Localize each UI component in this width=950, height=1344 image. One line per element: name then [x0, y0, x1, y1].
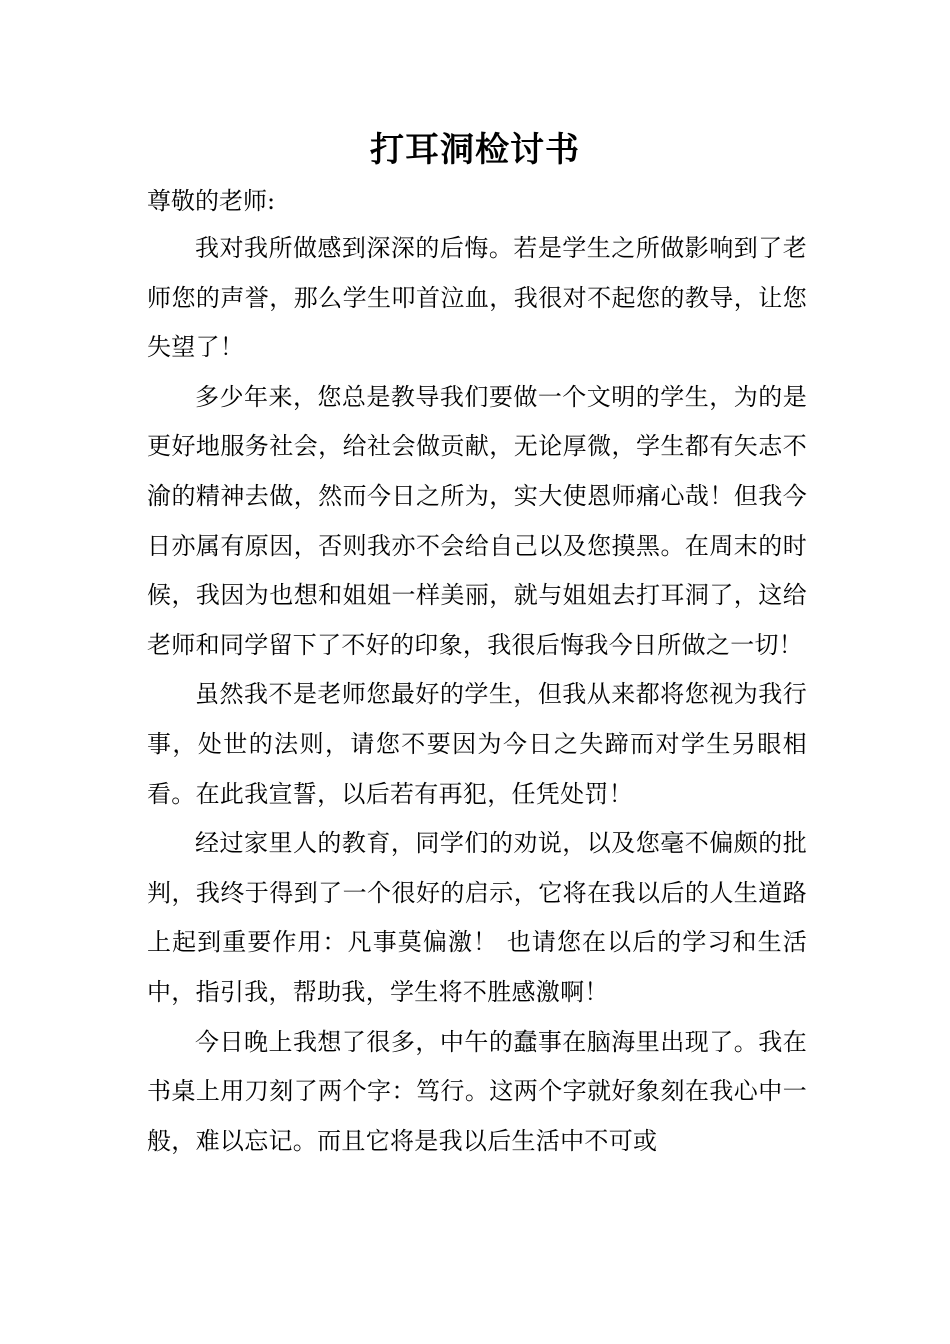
paragraph-3: 虽然我不是老师您最好的学生，但我从来都将您视为我行事，处世的法则，请您不要因为今日之失蹄而对学生另眼相看。在此我宣誓，以后若有再犯，任凭处罚！ [147, 680, 807, 808]
salutation: 尊敬的老师: [147, 187, 276, 215]
paragraph-4: 经过家里人的教育，同学们的劝说，以及您毫不偏颇的批判，我终于得到了一个很好的启示，它将在我以后的人生道路上起到重要作用：凡事莫偏激！ 也请您在以后的学习和生活中，指引我，帮助我，学生将不胜感激啊！ [147, 829, 807, 1006]
document-body [147, 224, 807, 1166]
paragraph-2: 多少年来，您总是教导我们要做一个文明的学生，为的是更好地服务社会，给社会做贡献，无论厚微，学生都有矢志不渝的精神去做，然而今日之所为，实大使恩师痛心哉！但我今日亦属有原因，否则我亦不会给自己以及您摸黑。在周末的时候，我因为也想和姐姐一样美丽，就与姐姐去打耳洞了，这给老师和同学留下了不好的印象，我很后悔我今日所做之一切！ [147, 382, 807, 659]
paragraph-1: 我对我所做感到深深的后悔。若是学生之所做影响到了老师您的声誉，那么学生叩首泣血，我很对不起您的教导，让您失望了！ [147, 234, 807, 362]
document-title: 打耳洞检讨书 [370, 130, 580, 170]
paragraph-5: 今日晚上我想了很多，中午的蠢事在脑海里出现了。我在书桌上用刀刻了两个字：笃行。这两个字就好象刻在我心中一般，难以忘记。而且它将是我以后生活中不可或 [147, 1027, 807, 1155]
